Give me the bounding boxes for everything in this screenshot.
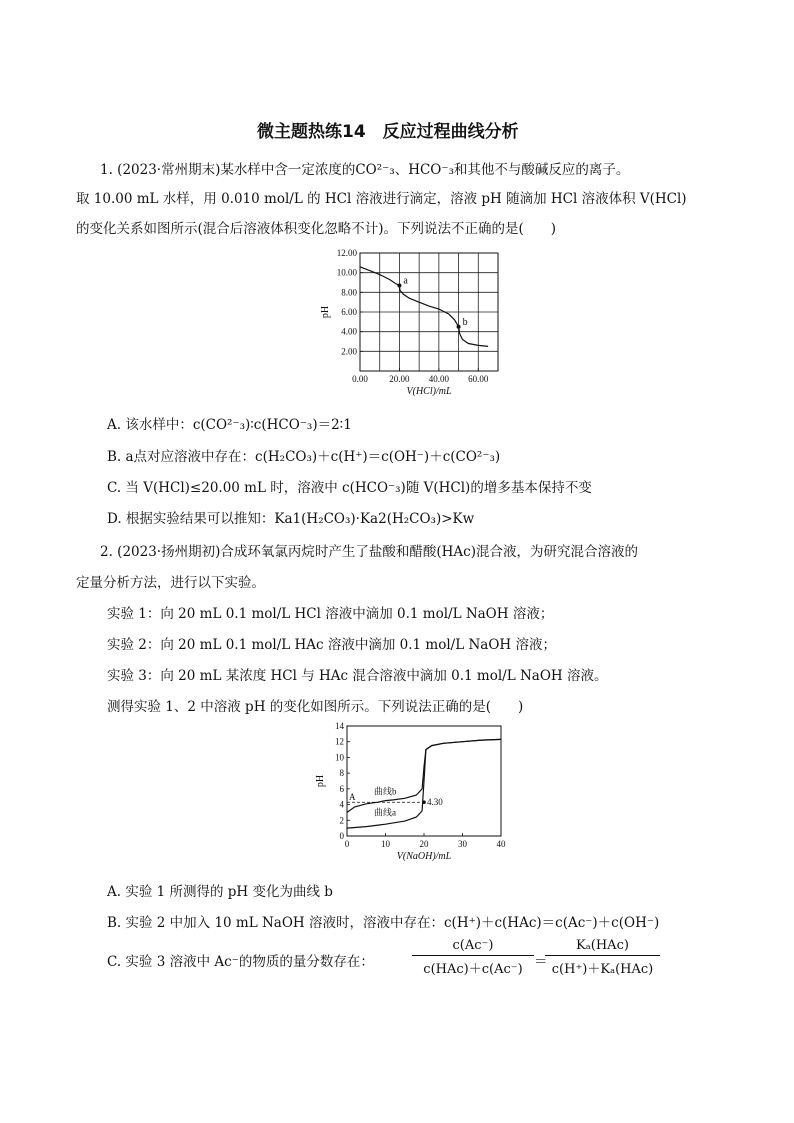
q1-option-b[interactable]: B. a点对应溶液中存在：c(H₂CO₃)＋c(H⁺)＝c(OH⁻)＋c(CO²⁻₃)	[107, 449, 501, 465]
y-tick-label: 12	[335, 736, 344, 747]
curve-label-b: 曲线b	[373, 786, 397, 797]
point-label-a: a	[403, 275, 408, 287]
y-tick-label: 6	[339, 783, 344, 794]
q1-stem-line-2: 取 10.00 mL 水样，用 0.010 mol/L 的 HCl 溶液进行滴定，溶液 pH 随滴加 HCl 溶液体积 V(HCl)	[76, 191, 687, 207]
point-label-A: A	[349, 792, 356, 803]
q2-experiment-2: 实验 2：向 20 mL 0.1 mol/L HAc 溶液中滴加 0.1 mol/L NaOH 溶液；	[107, 637, 556, 653]
series-line-pH	[360, 267, 488, 347]
q2-experiment-1: 实验 1：向 20 mL 0.1 mol/L HCl 溶液中滴加 0.1 mol/L NaOH 溶液；	[107, 606, 554, 622]
fraction-2-numerator: Kₐ(HAc)	[576, 938, 629, 953]
page-title: 微主题热练14 反应过程曲线分析	[257, 122, 519, 142]
y-tick-label: 10	[335, 752, 344, 763]
series-line-曲线a	[347, 739, 501, 828]
y-tick-label: 14	[335, 721, 344, 731]
q2-option-b[interactable]: B. 实验 2 中加入 10 mL NaOH 溶液时，溶液中存在：c(H⁺)＋c(HAc)＝c(Ac⁻)＋c(OH⁻)	[107, 915, 660, 931]
x-tick-label: 0	[344, 839, 350, 849]
x-tick-label: 10	[381, 839, 390, 849]
q2-option-c-equals: ＝	[534, 954, 548, 970]
value-label-4.30: 4.30	[427, 797, 443, 808]
q2-option-a[interactable]: A. 实验 1 所测得的 pH 变化为曲线 b	[107, 884, 333, 900]
y-axis-label: pH	[315, 774, 326, 788]
y-tick-label: 10.00	[336, 267, 357, 278]
y-tick-label: 12.00	[336, 248, 357, 258]
x-tick-label: 20	[419, 839, 429, 849]
x-tick-label: 0.00	[352, 374, 368, 384]
x-axis-label: V(HCl)/mL	[406, 386, 452, 397]
q2-question: 测得实验 1、2 中溶液 pH 的变化如图所示。下列说法正确的是( )	[107, 699, 524, 715]
q1-stem-line-1: 1. (2023·常州期末)某水样中含一定浓度的CO²⁻₃、HCO⁻₃和其他不与酸碱反应的离子。	[100, 162, 630, 178]
curve-label-a: 曲线a	[373, 807, 396, 818]
point-marker-b	[457, 325, 461, 329]
q2-option-c-fraction-1	[412, 938, 534, 977]
q2-stem-line-1: 2. (2023·扬州期初)合成环氧氯丙烷时产生了盐酸和醋酸(HAc)混合液，为研究混合溶液的	[100, 544, 638, 560]
y-tick-label: 4.00	[341, 326, 357, 337]
q1-option-d[interactable]: D. 根据实验结果可以推知：Ka1(H₂CO₃)·Ka2(H₂CO₃)>Kw	[107, 511, 475, 527]
y-axis-label: pH	[320, 305, 331, 319]
y-tick-label: 8	[339, 768, 344, 779]
point-label-b: b	[462, 316, 468, 328]
q2-stem-line-2: 定量分析方法，进行以下实验。	[76, 575, 265, 591]
fraction-2-bar	[545, 955, 660, 956]
q2-experiment-3: 实验 3：向 20 mL 某浓度 HCl 与 HAc 混合溶液中滴加 0.1 mol/L NaOH 溶液。	[107, 668, 608, 684]
fraction-2-denominator: c(H⁺)＋Kₐ(HAc)	[551, 962, 654, 977]
q2-option-c-fraction-2	[545, 938, 660, 977]
fraction-1-denominator: c(HAc)＋c(Ac⁻)	[423, 962, 523, 977]
y-tick-label: 2	[339, 815, 344, 826]
q1-option-a[interactable]: A. 该水样中：c(CO²⁻₃)∶c(HCO⁻₃)＝2∶1	[107, 417, 352, 433]
y-tick-label: 0	[339, 831, 344, 841]
y-tick-label: 6.00	[341, 307, 357, 317]
y-tick-label: 2.00	[341, 346, 357, 357]
q1-stem-line-3: 的变化关系如图所示(混合后溶液体积变化忽略不计)。下列说法不正确的是( )	[76, 221, 557, 237]
chart-2-titration-naoh	[305, 718, 525, 870]
x-axis-label: V(NaOH)/mL	[396, 851, 452, 862]
point-marker-a	[397, 283, 401, 287]
fraction-1-bar	[412, 955, 534, 956]
q1-option-c[interactable]: C. 当 V(HCl)≤20.00 mL 时，溶液中 c(HCO⁻₃)随 V(HCl)的增多基本保持不变	[107, 480, 592, 496]
x-tick-label: 40.00	[428, 374, 449, 384]
y-tick-label: 4	[339, 799, 344, 810]
chart-1-titration-hcl	[300, 243, 520, 405]
q2-option-c-prefix: C. 实验 3 溶液中 Ac⁻的物质的量分数存在：	[107, 954, 374, 970]
x-tick-label: 40	[496, 839, 506, 849]
x-tick-label: 60.00	[468, 374, 489, 384]
fraction-1-numerator: c(Ac⁻)	[452, 938, 494, 953]
y-tick-label: 8.00	[341, 287, 357, 298]
x-tick-label: 30	[458, 839, 467, 849]
point-marker-4.30	[422, 800, 426, 804]
x-tick-label: 20.00	[389, 374, 410, 384]
